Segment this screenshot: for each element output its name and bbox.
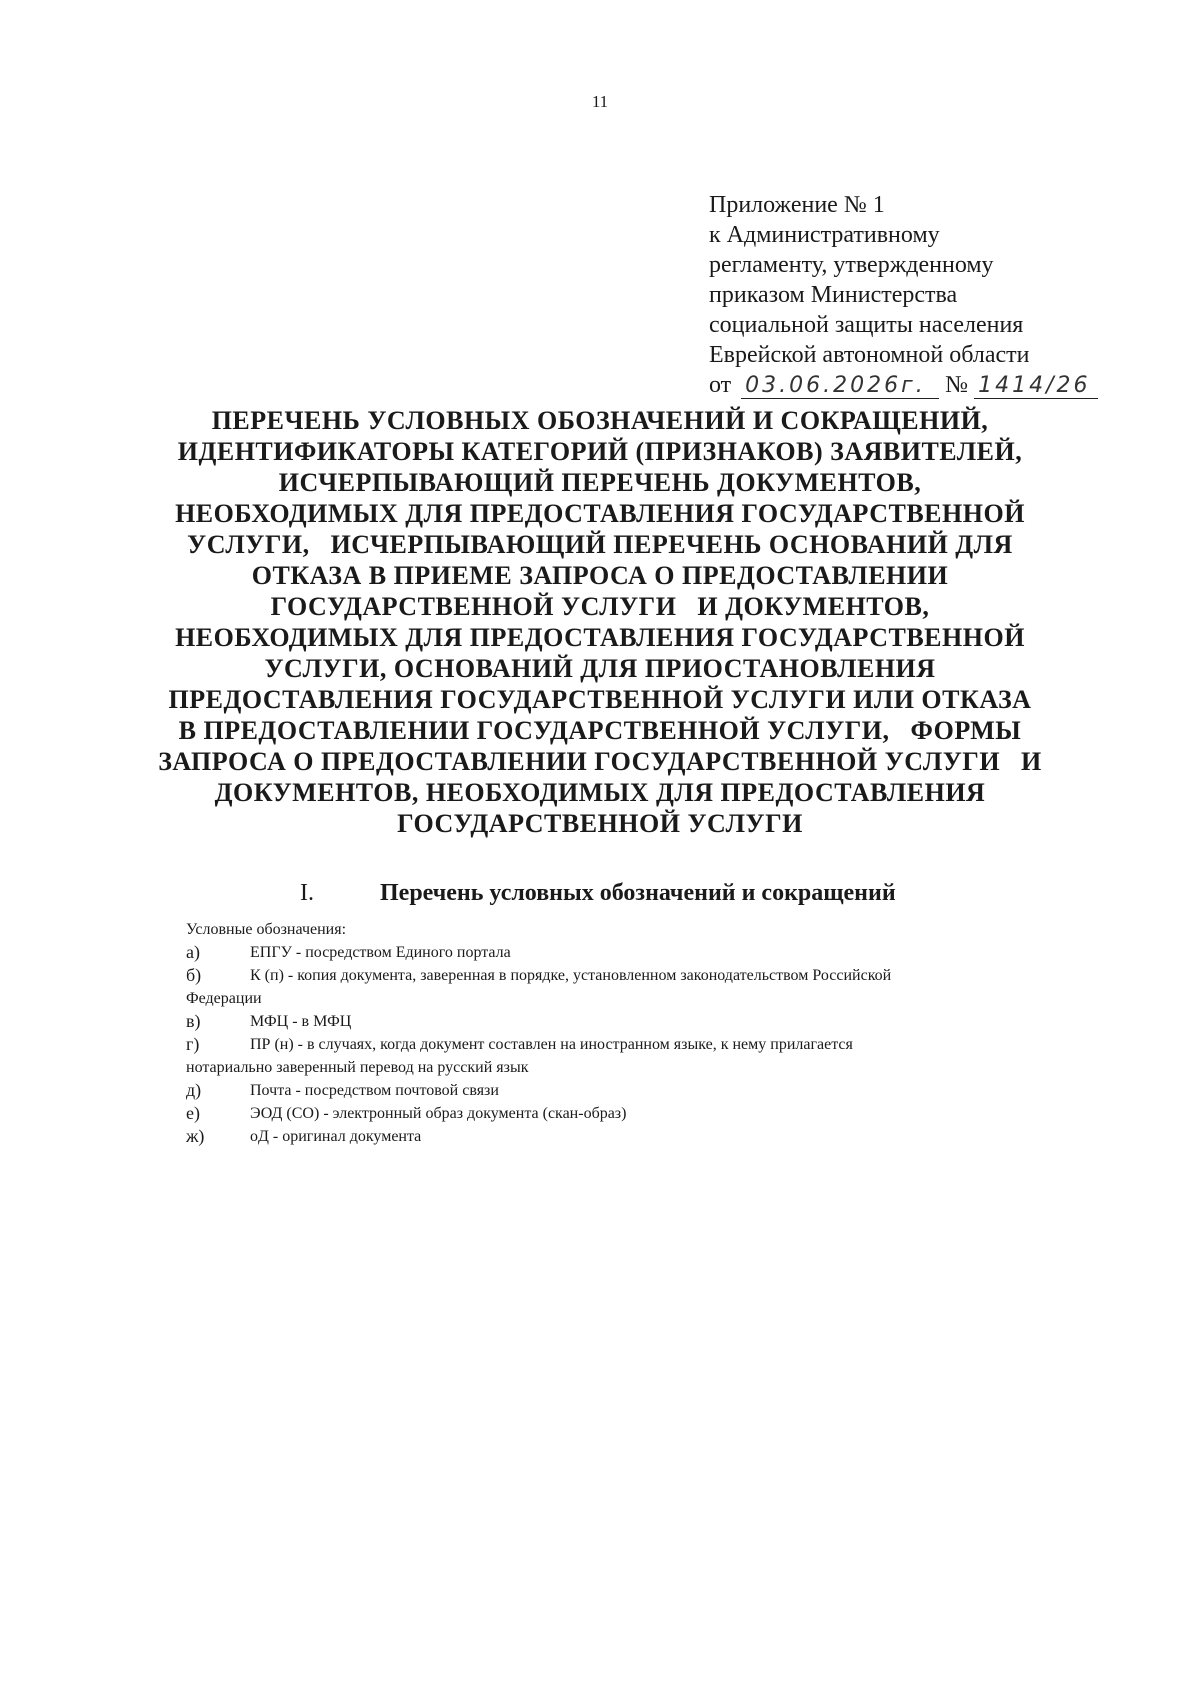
legend-item [186,1033,1066,1079]
legend-letter: е) [186,1103,200,1123]
legend-text: К (п) - копия документа, заверенная в порядке, установленном законодательством Российской [250,967,892,984]
number-prefix: № [945,372,969,398]
legend-letter: в) [186,1011,201,1031]
section-heading [300,880,896,907]
legend-text: МФЦ - в МФЦ [250,1013,352,1030]
title-line: ИСЧЕРПЫВАЮЩИЙ ПЕРЕЧЕНЬ ДОКУМЕНТОВ, [278,468,922,497]
handwritten-number: 1414/26 [974,374,1098,399]
legend-item [186,1079,1066,1102]
legend-letter: ж) [186,1126,205,1146]
date-prefix: от [709,372,732,398]
legend-letter: а) [186,942,200,962]
legend-heading: Условные обозначения: [186,921,347,938]
handwritten-date: 03.06.2026г. [741,374,939,399]
appendix-line: социальной защиты населения [709,312,1024,338]
legend-item [186,1010,1066,1033]
legend-item [186,964,1066,1010]
title-line: ИДЕНТИФИКАТОРЫ КАТЕГОРИЙ (ПРИЗНАКОВ) ЗАЯВИТЕЛЕЙ, [177,437,1023,466]
legend-item [186,1102,1066,1125]
title-line: В ПРЕДОСТАВЛЕНИИ ГОСУДАРСТВЕННОЙ УСЛУГИ, ФОРМЫ [178,716,1022,745]
appendix-block [709,190,1098,400]
title-line: НЕОБХОДИМЫХ ДЛЯ ПРЕДОСТАВЛЕНИЯ ГОСУДАРСТВЕННОЙ [175,499,1025,528]
section-number: I. [300,880,314,906]
legend-item [186,1125,1066,1148]
legend-text: ЕПГУ - посредством Единого портала [250,944,511,961]
legend-item [186,941,1066,964]
title-line: ДОКУМЕНТОВ, НЕОБХОДИМЫХ ДЛЯ ПРЕДОСТАВЛЕНИЯ [214,778,986,807]
appendix-line: Приложение № 1 [709,192,885,218]
legend-text-continuation: Федерации [186,990,262,1007]
title-line: ГОСУДАРСТВЕННОЙ УСЛУГИ [397,809,803,838]
title-line: НЕОБХОДИМЫХ ДЛЯ ПРЕДОСТАВЛЕНИЯ ГОСУДАРСТВЕННОЙ [175,623,1025,652]
legend-letter: д) [186,1080,202,1100]
legend-letter: г) [186,1034,200,1054]
title-line: ЗАПРОСА О ПРЕДОСТАВЛЕНИИ ГОСУДАРСТВЕННОЙ УСЛУГИ И [158,747,1042,776]
legend-text: ПР (н) - в случаях, когда документ составлен на иностранном языке, к нему прилагается [250,1036,853,1053]
legend-list [186,918,1066,1148]
title-line: УСЛУГИ, ИСЧЕРПЫВАЮЩИЙ ПЕРЕЧЕНЬ ОСНОВАНИЙ ДЛЯ [187,530,1013,559]
title-line: ОТКАЗА В ПРИЕМЕ ЗАПРОСА О ПРЕДОСТАВЛЕНИИ [251,561,949,590]
appendix-date-line [709,370,1098,400]
legend-text: Почта - посредством почтовой связи [250,1082,499,1099]
legend-letter: б) [186,965,202,985]
document-title [150,405,1050,839]
appendix-line: регламенту, утвержденному [709,252,994,278]
title-line: ГОСУДАРСТВЕННОЙ УСЛУГИ И ДОКУМЕНТОВ, [270,592,930,621]
legend-text: ЭОД (СО) - электронный образ документа (скан-образ) [250,1105,627,1122]
legend-text: оД - оригинал документа [250,1128,422,1145]
title-line: УСЛУГИ, ОСНОВАНИЙ ДЛЯ ПРИОСТАНОВЛЕНИЯ [264,654,936,683]
legend-text-continuation: нотариально заверенный перевод на русский язык [186,1059,529,1076]
title-line: ПЕРЕЧЕНЬ УСЛОВНЫХ ОБОЗНАЧЕНИЙ И СОКРАЩЕНИЙ, [211,406,989,435]
section-title: Перечень условных обозначений и сокращений [380,880,896,906]
appendix-line: Еврейской автономной области [709,342,1030,368]
appendix-line: приказом Министерства [709,282,958,308]
page-number: 11 [591,92,609,111]
appendix-line: к Административному [709,222,940,248]
title-line: ПРЕДОСТАВЛЕНИЯ ГОСУДАРСТВЕННОЙ УСЛУГИ ИЛИ ОТКАЗА [168,685,1032,714]
